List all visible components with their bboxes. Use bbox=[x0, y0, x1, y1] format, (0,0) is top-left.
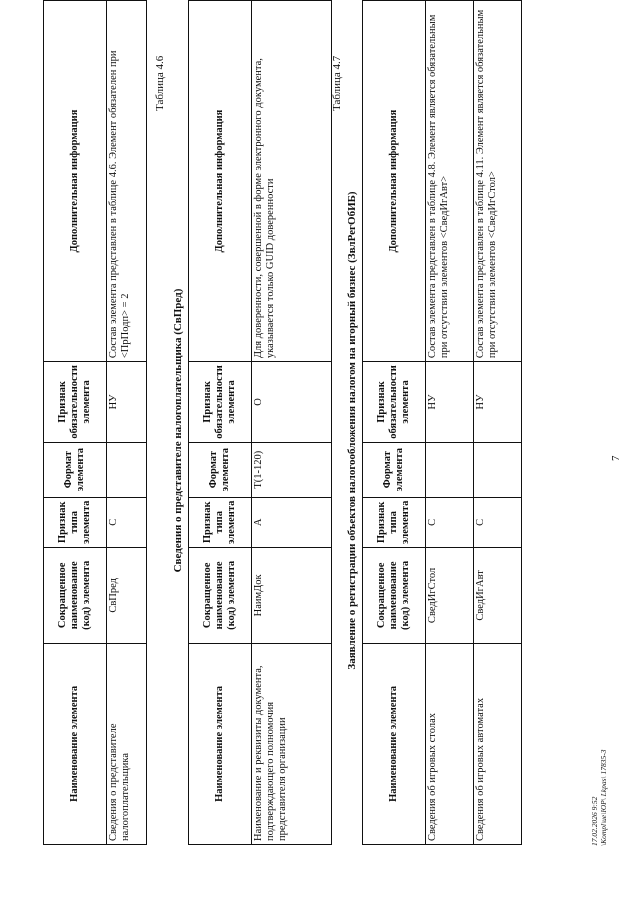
footer-stamp bbox=[590, 750, 608, 847]
cell-info: Состав элемента представлен в таблице 4.11. Элемент является обязательным при отсутствии элементов <СведИгСтол> bbox=[474, 1, 522, 362]
table-46-label: Таблица 4.6 bbox=[154, 55, 166, 111]
table-46-block bbox=[188, 0, 332, 845]
cell-req: НУ bbox=[107, 362, 147, 443]
col-type-header: Признак типа элемента bbox=[363, 497, 426, 547]
cell-format bbox=[107, 442, 147, 497]
cell-type: А bbox=[252, 497, 332, 547]
col-info-header: Дополнительная информация bbox=[189, 1, 252, 362]
cell-format: Т(1-120) bbox=[252, 442, 332, 497]
table-46 bbox=[188, 0, 332, 845]
cell-name: Сведения об игровых столах bbox=[426, 643, 474, 844]
col-name-header: Наименование элемента bbox=[44, 643, 107, 844]
col-code-header: Сокращенное наименование (код) элемента bbox=[189, 547, 252, 643]
table-row bbox=[252, 1, 332, 845]
footer-date: 17.02.2026 9:52 bbox=[590, 796, 599, 846]
cell-type: С bbox=[107, 497, 147, 547]
table-row bbox=[107, 1, 147, 845]
col-code-header: Сокращенное наименование (код) элемента bbox=[44, 547, 107, 643]
table-47-block bbox=[362, 0, 522, 845]
table-row bbox=[474, 1, 522, 845]
col-type-header: Признак типа элемента bbox=[44, 497, 107, 547]
cell-info: Состав элемента представлен в таблице 4.6. Элемент обязателен при <ПрПодп> = 2 bbox=[107, 1, 147, 362]
page-number: 7 bbox=[610, 455, 622, 461]
table-top bbox=[43, 0, 147, 845]
cell-req: НУ bbox=[426, 362, 474, 443]
table-46-header bbox=[189, 1, 252, 845]
table-47 bbox=[362, 0, 522, 845]
col-req-header: Признак обязательности элемента bbox=[44, 362, 107, 443]
cell-info: Состав элемента представлен в таблице 4.8. Элемент является обязательным при отсутствии элементов <СведИгАвт> bbox=[426, 1, 474, 362]
cell-code: НаимДок bbox=[252, 547, 332, 643]
table-row bbox=[426, 1, 474, 845]
cell-name: Сведения об игровых автоматах bbox=[474, 643, 522, 844]
table-47-label: Таблица 4.7 bbox=[331, 55, 343, 111]
cell-name: Наименование и реквизиты документа, подтверждающего полномочия представителя организации bbox=[252, 643, 332, 844]
col-name-header: Наименование элемента bbox=[363, 643, 426, 844]
table-46-title: Сведения о представителе налогоплательщика (СвПред) bbox=[172, 288, 184, 573]
footer-path: \Kompl\ue\ЮР\ Lkpas\ 17835-3 bbox=[599, 749, 608, 846]
cell-type: С bbox=[474, 497, 522, 547]
table-47-header bbox=[363, 1, 426, 845]
col-name-header: Наименование элемента bbox=[189, 643, 252, 844]
col-code-header: Сокращенное наименование (код) элемента bbox=[363, 547, 426, 643]
cell-req: О bbox=[252, 362, 332, 443]
cell-format bbox=[426, 442, 474, 497]
col-req-header: Признак обязательности элемента bbox=[189, 362, 252, 443]
col-format-header: Формат элемента bbox=[363, 442, 426, 497]
table-47-title: Заявление о регистрации объектов налогообложения налогом на игорный бизнес (ЗвлРегОбИБ) bbox=[346, 191, 358, 670]
cell-name: Сведения о представителе налогоплательщика bbox=[107, 643, 147, 844]
col-req-header: Признак обязательности элемента bbox=[363, 362, 426, 443]
cell-req: НУ bbox=[474, 362, 522, 443]
col-format-header: Формат элемента bbox=[44, 442, 107, 497]
cell-code: СведИгСтол bbox=[426, 547, 474, 643]
col-type-header: Признак типа элемента bbox=[189, 497, 252, 547]
table-top-header bbox=[44, 1, 107, 845]
table-top-block bbox=[43, 0, 147, 845]
cell-info: Для доверенности, совершенной в форме электронного документа, указывается только GUID доверенности bbox=[252, 1, 332, 362]
col-format-header: Формат элемента bbox=[189, 442, 252, 497]
cell-code: СведИгАвт bbox=[474, 547, 522, 643]
cell-code: СвПред bbox=[107, 547, 147, 643]
col-info-header: Дополнительная информация bbox=[363, 1, 426, 362]
col-info-header: Дополнительная информация bbox=[44, 1, 107, 362]
cell-type: С bbox=[426, 497, 474, 547]
cell-format bbox=[474, 442, 522, 497]
